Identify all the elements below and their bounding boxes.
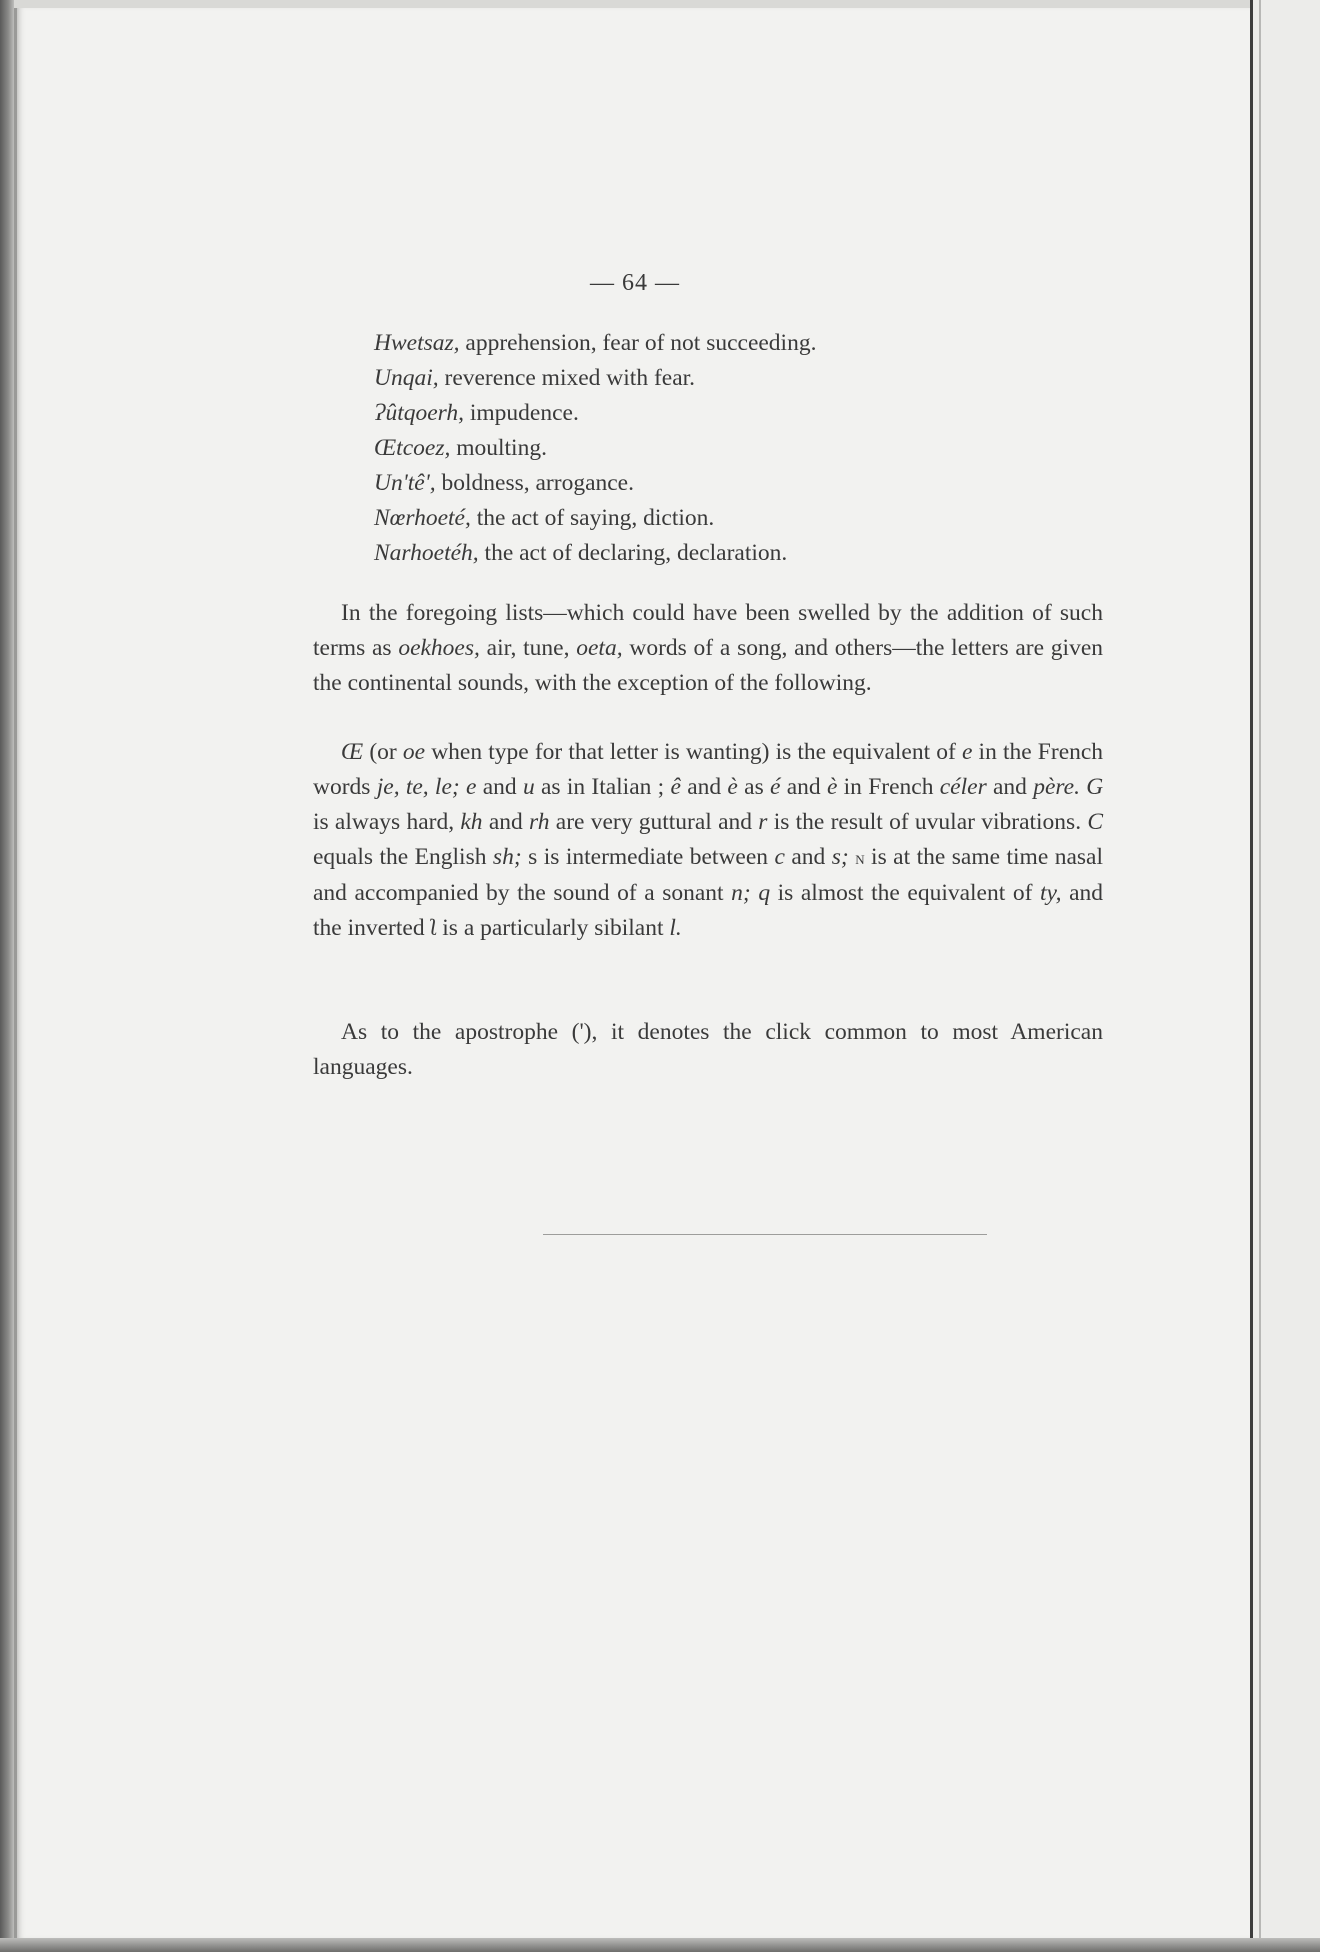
italic-term: c <box>774 843 785 870</box>
text-run: and <box>786 773 821 800</box>
text-run: is at the same time nasal and accompanied by the sound of a sonant <box>313 843 1103 906</box>
list-item <box>374 501 1174 536</box>
list-item <box>374 326 1174 361</box>
italic-term: je, te, le; <box>376 773 460 800</box>
italic-term: rh <box>529 808 550 835</box>
book-spine-edge <box>0 0 14 1952</box>
italic-term: r <box>758 808 768 835</box>
italic-term: ʅ <box>430 914 437 941</box>
text-run: when type for that letter is wanting) is the equivalent of <box>431 738 956 765</box>
text-run: is always hard, <box>313 808 455 835</box>
italic-term: è <box>826 773 838 800</box>
entry-term: Hwetsaz, <box>374 330 460 356</box>
entry-gloss: moulting. <box>456 435 547 461</box>
paragraph-apostrophe: As to the apostrophe ('), it denotes the click common to most American languages. <box>313 1018 1103 1080</box>
text-run: as in Italian ; <box>540 773 665 800</box>
page-fold <box>1259 0 1261 1952</box>
italic-term: G <box>1086 773 1104 800</box>
text-run: and <box>482 773 517 800</box>
italic-term: q <box>758 879 771 906</box>
text-run: and <box>993 773 1027 800</box>
entry-term: Œtcoez, <box>374 435 451 461</box>
italic-term: oe <box>402 738 426 765</box>
entry-gloss: the act of declaring, declaration. <box>484 540 788 566</box>
italic-term: kh <box>460 808 483 835</box>
italic-term: l. <box>669 914 682 941</box>
italic-term: céler <box>939 773 987 800</box>
italic-term: ê <box>670 773 681 800</box>
entry-term: Nœrhoeté, <box>374 505 471 531</box>
text-run: and <box>791 843 826 870</box>
book-page <box>14 8 1253 1938</box>
paragraph-pronunciation <box>313 735 1103 946</box>
entry-gloss: apprehension, fear of not succeeding. <box>465 330 817 356</box>
entry-term: Un'tê', <box>374 470 436 496</box>
text-run: and <box>687 773 722 800</box>
list-item <box>374 536 1174 571</box>
italic-term: oekhoes, <box>398 634 480 661</box>
entry-gloss: impudence. <box>469 400 579 426</box>
italic-term: e <box>466 773 477 800</box>
text-run: in French <box>843 773 934 800</box>
text-run: In the foregoing lists—which could have been swelled by the addition of such terms as <box>313 599 1103 661</box>
text-run: air, tune, <box>486 634 570 661</box>
italic-term: é <box>770 773 781 800</box>
italic-term: n; <box>731 879 751 906</box>
italic-term: Œ <box>341 738 364 765</box>
entry-gloss: reverence mixed with fear. <box>444 365 696 391</box>
italic-term: père. <box>1033 773 1080 800</box>
italic-term: ty, <box>1040 879 1062 906</box>
italic-term: e <box>961 738 973 765</box>
text-run: in the French words <box>313 738 1104 800</box>
book-bottom-edge <box>0 1938 1320 1952</box>
entry-term: Unqai, <box>374 365 439 391</box>
section-divider <box>543 1234 987 1235</box>
list-item <box>374 361 1174 396</box>
text-run: is a particularly sibilant <box>442 914 664 941</box>
list-item <box>374 431 1174 466</box>
text-run: is the result of uvular vibrations. <box>773 808 1082 835</box>
paragraph-foregoing-lists <box>313 596 1103 701</box>
vocabulary-list <box>374 326 1174 571</box>
text-run: and the inverted <box>313 879 1104 941</box>
italic-term: è <box>727 773 738 800</box>
italic-term: sh; <box>492 843 522 870</box>
italic-term: u <box>522 773 535 800</box>
entry-gloss: the act of saying, diction. <box>476 505 715 531</box>
text-run: and <box>488 808 523 835</box>
text-run: equals the English <box>313 843 487 870</box>
list-item <box>374 396 1174 431</box>
text-run: are very guttural and <box>555 808 753 835</box>
text-run: s is intermediate between <box>528 843 769 870</box>
entry-term: Ɂûtqoerh, <box>374 400 464 426</box>
text-run: is almost the equivalent of <box>777 879 1033 906</box>
italic-term: oeta, <box>576 634 623 661</box>
text-run: (or <box>369 738 397 765</box>
list-item <box>374 466 1174 501</box>
entry-gloss: boldness, arrogance. <box>441 470 634 496</box>
italic-term: C <box>1087 808 1104 835</box>
italic-term: s; <box>831 843 849 870</box>
text-run: as <box>744 773 764 800</box>
facing-page-edge <box>1250 0 1320 1952</box>
entry-term: Narhoetéh, <box>374 540 479 566</box>
page-number: — 64 — <box>590 270 680 296</box>
small-caps-letter: n <box>855 847 865 869</box>
text-run: words of a song, and others—the letters are given the continental sounds, with the exception of the following. <box>313 634 1104 696</box>
